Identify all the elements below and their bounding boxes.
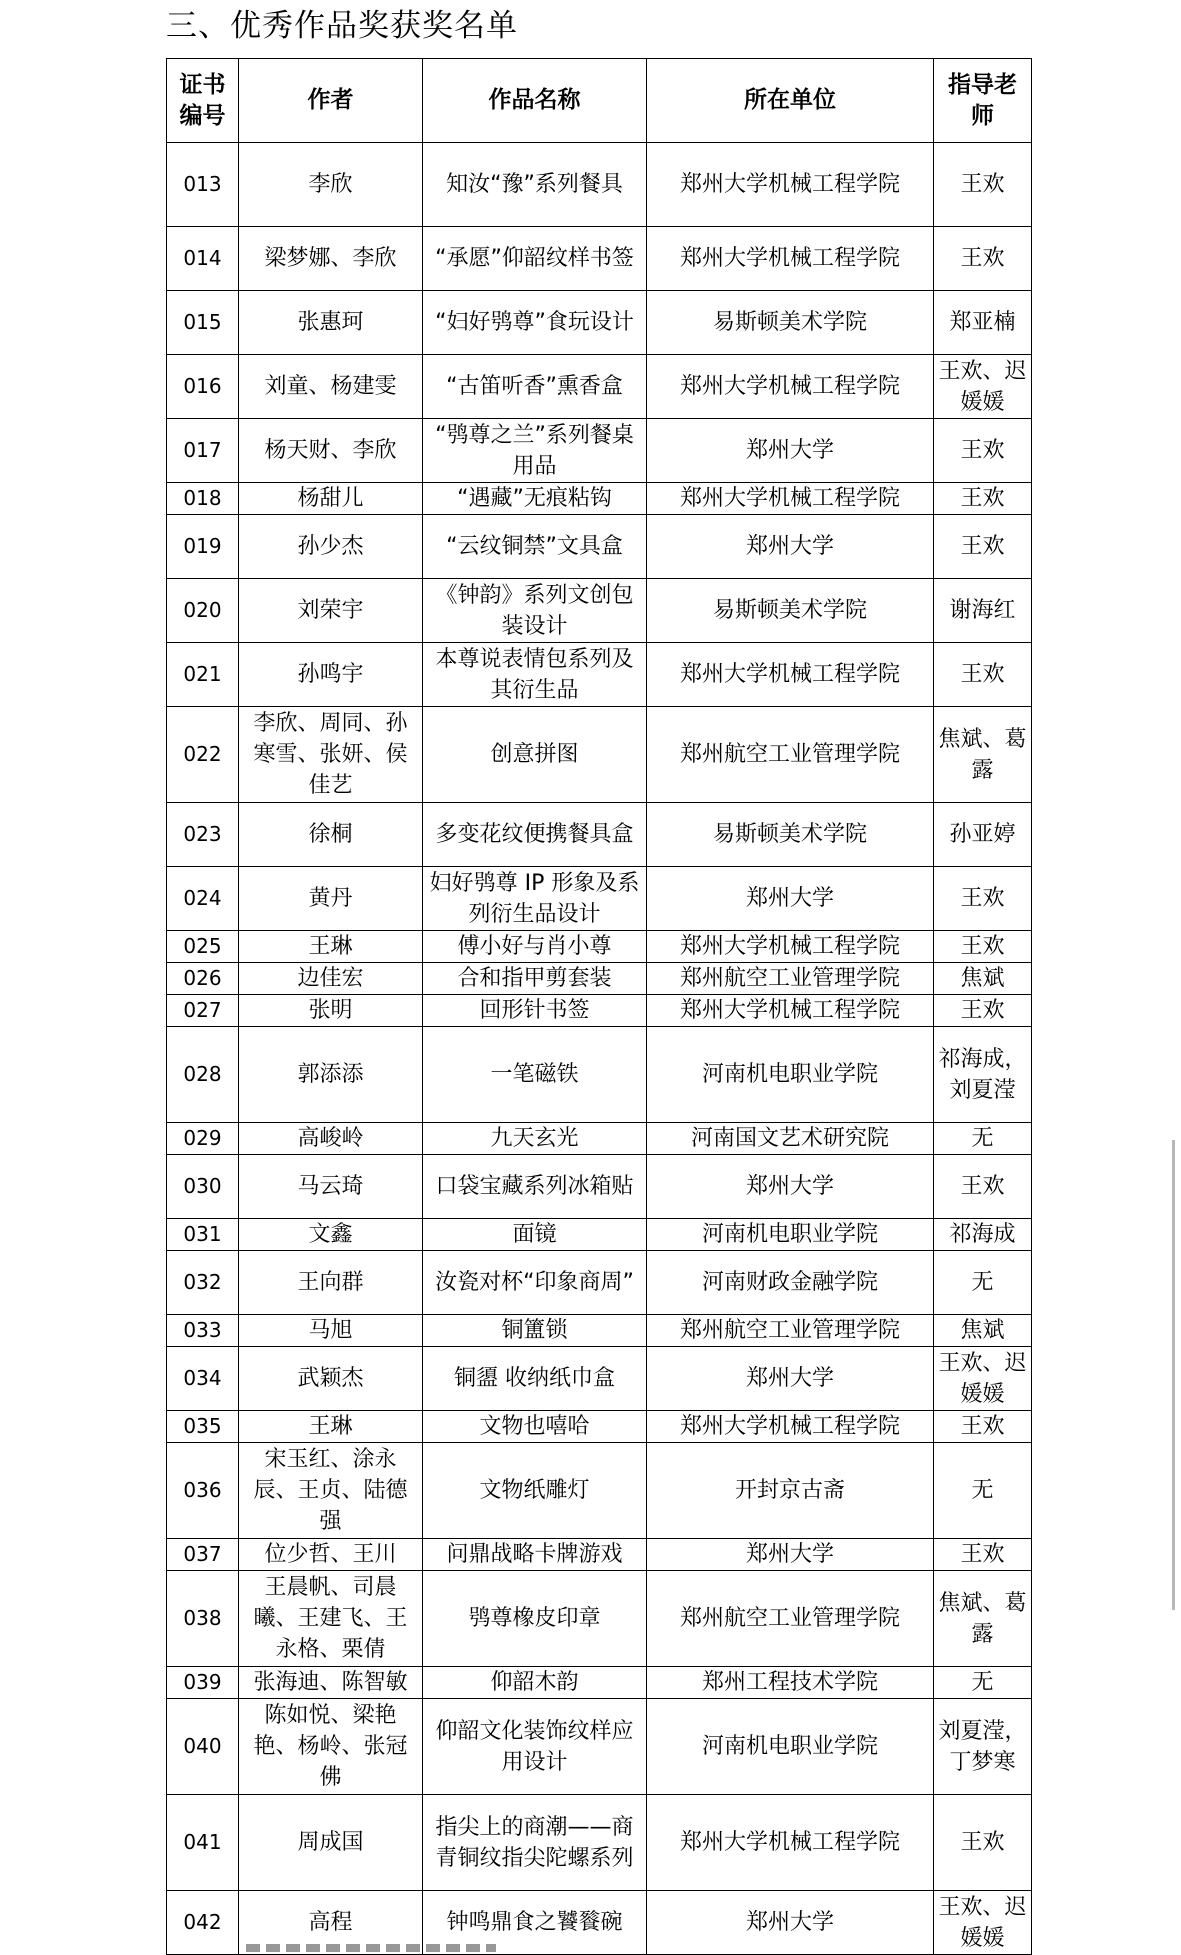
table-row	[167, 483, 1032, 515]
advisor-cell: 焦斌、葛露	[934, 1571, 1032, 1667]
work-title-cell: 知汝“豫”系列餐具	[423, 143, 647, 227]
advisor-cell: 王欢、迟媛媛	[934, 1891, 1032, 1955]
table-row	[167, 931, 1032, 963]
unit-cell: 郑州大学	[647, 1347, 934, 1411]
cert-id-cell: 022	[167, 707, 239, 803]
unit-cell: 郑州大学机械工程学院	[647, 995, 934, 1027]
work-title-cell: 《钟韵》系列文创包装设计	[423, 579, 647, 643]
author-cell: 郭添添	[239, 1027, 423, 1123]
table-row	[167, 1315, 1032, 1347]
advisor-cell: 王欢	[934, 227, 1032, 291]
table-row	[167, 515, 1032, 579]
unit-cell: 郑州大学机械工程学院	[647, 1795, 934, 1891]
table-row	[167, 803, 1032, 867]
author-cell: 李欣、周同、孙寒雪、张妍、侯佳艺	[239, 707, 423, 803]
advisor-cell: 焦斌	[934, 963, 1032, 995]
unit-cell: 河南国文艺术研究院	[647, 1123, 934, 1155]
author-cell: 黄丹	[239, 867, 423, 931]
work-title-cell: 本尊说表情包系列及其衍生品	[423, 643, 647, 707]
advisor-cell: 焦斌	[934, 1315, 1032, 1347]
work-title-cell: 九天玄光	[423, 1123, 647, 1155]
table-row	[167, 1251, 1032, 1315]
cert-id-cell: 017	[167, 419, 239, 483]
author-cell: 武颖杰	[239, 1347, 423, 1411]
cert-id-cell: 038	[167, 1571, 239, 1667]
advisor-cell: 王欢	[934, 1411, 1032, 1443]
header-author: 作者	[239, 59, 423, 143]
author-cell: 刘童、杨建雯	[239, 355, 423, 419]
author-cell: 王晨帆、司晨曦、王建飞、王永格、栗倩	[239, 1571, 423, 1667]
unit-cell: 郑州大学机械工程学院	[647, 143, 934, 227]
cert-id-cell: 042	[167, 1891, 239, 1955]
work-title-cell: “妇好鸮尊”食玩设计	[423, 291, 647, 355]
cert-id-cell: 020	[167, 579, 239, 643]
cert-id-cell: 041	[167, 1795, 239, 1891]
advisor-cell: 王欢、迟媛媛	[934, 355, 1032, 419]
cert-id-cell: 036	[167, 1443, 239, 1539]
advisor-cell: 王欢	[934, 931, 1032, 963]
author-cell: 王琳	[239, 1411, 423, 1443]
cert-id-cell: 035	[167, 1411, 239, 1443]
work-title-cell: “鸮尊之兰”系列餐桌用品	[423, 419, 647, 483]
unit-cell: 郑州大学	[647, 1891, 934, 1955]
author-cell: 刘荣宇	[239, 579, 423, 643]
author-cell: 高峻岭	[239, 1123, 423, 1155]
cert-id-cell: 039	[167, 1667, 239, 1699]
unit-cell: 郑州航空工业管理学院	[647, 1571, 934, 1667]
work-title-cell: 合和指甲剪套装	[423, 963, 647, 995]
advisor-cell: 无	[934, 1123, 1032, 1155]
advisor-cell: 王欢	[934, 867, 1032, 931]
unit-cell: 易斯顿美术学院	[647, 803, 934, 867]
unit-cell: 河南机电职业学院	[647, 1699, 934, 1795]
unit-cell: 郑州航空工业管理学院	[647, 963, 934, 995]
table-row	[167, 1795, 1032, 1891]
unit-cell: 郑州大学	[647, 867, 934, 931]
table-row	[167, 963, 1032, 995]
advisor-cell: 王欢	[934, 483, 1032, 515]
work-title-cell: “遇藏”无痕粘钩	[423, 483, 647, 515]
author-cell: 马云琦	[239, 1155, 423, 1219]
work-title-cell: 傅小好与肖小尊	[423, 931, 647, 963]
unit-cell: 郑州大学	[647, 1539, 934, 1571]
awards-table	[166, 58, 1032, 1955]
cert-id-cell: 032	[167, 1251, 239, 1315]
table-row	[167, 1027, 1032, 1123]
unit-cell: 开封京古斋	[647, 1443, 934, 1539]
cert-id-cell: 025	[167, 931, 239, 963]
unit-cell: 河南财政金融学院	[647, 1251, 934, 1315]
table-row	[167, 867, 1032, 931]
advisor-cell: 王欢	[934, 1795, 1032, 1891]
work-title-cell: 文物也嘻哈	[423, 1411, 647, 1443]
advisor-cell: 谢海红	[934, 579, 1032, 643]
header-unit: 所在单位	[647, 59, 934, 143]
unit-cell: 郑州大学机械工程学院	[647, 931, 934, 963]
work-title-cell: 仰韶木韵	[423, 1667, 647, 1699]
author-cell: 陈如悦、梁艳艳、杨岭、张冠佛	[239, 1699, 423, 1795]
author-cell: 宋玉红、涂永辰、王贞、陆德强	[239, 1443, 423, 1539]
table-row	[167, 579, 1032, 643]
author-cell: 边佳宏	[239, 963, 423, 995]
author-cell: 马旭	[239, 1315, 423, 1347]
work-title-cell: 汝瓷对杯“印象商周”	[423, 1251, 647, 1315]
table-row	[167, 291, 1032, 355]
author-cell: 徐桐	[239, 803, 423, 867]
advisor-cell: 王欢	[934, 419, 1032, 483]
work-title-cell: 指尖上的商潮——商青铜纹指尖陀螺系列	[423, 1795, 647, 1891]
cert-id-cell: 031	[167, 1219, 239, 1251]
cert-id-cell: 030	[167, 1155, 239, 1219]
table-row	[167, 1667, 1032, 1699]
author-cell: 李欣	[239, 143, 423, 227]
work-title-cell: 回形针书签	[423, 995, 647, 1027]
cert-id-cell: 024	[167, 867, 239, 931]
cert-id-cell: 015	[167, 291, 239, 355]
page-title: 三、优秀作品奖获奖名单	[166, 8, 518, 44]
table-row	[167, 1571, 1032, 1667]
advisor-cell: 无	[934, 1251, 1032, 1315]
work-title-cell: 多变花纹便携餐具盒	[423, 803, 647, 867]
advisor-cell: 焦斌、葛露	[934, 707, 1032, 803]
unit-cell: 郑州大学机械工程学院	[647, 227, 934, 291]
cert-id-cell: 040	[167, 1699, 239, 1795]
advisor-cell: 王欢、迟媛媛	[934, 1347, 1032, 1411]
author-cell: 孙鸣宇	[239, 643, 423, 707]
work-title-cell: “云纹铜禁”文具盒	[423, 515, 647, 579]
work-title-cell: “承愿”仰韶纹样书签	[423, 227, 647, 291]
work-title-cell: “古笛听香”熏香盒	[423, 355, 647, 419]
cert-id-cell: 023	[167, 803, 239, 867]
advisor-cell: 王欢	[934, 143, 1032, 227]
table-row	[167, 1443, 1032, 1539]
unit-cell: 郑州大学	[647, 419, 934, 483]
cert-id-cell: 019	[167, 515, 239, 579]
table-row	[167, 227, 1032, 291]
cert-id-cell: 026	[167, 963, 239, 995]
work-title-cell: 妇好鸮尊 IP 形象及系列衍生品设计	[423, 867, 647, 931]
advisor-cell: 王欢	[934, 643, 1032, 707]
unit-cell: 易斯顿美术学院	[647, 291, 934, 355]
unit-cell: 郑州大学机械工程学院	[647, 643, 934, 707]
author-cell: 张明	[239, 995, 423, 1027]
work-title-cell: 创意拼图	[423, 707, 647, 803]
author-cell: 王向群	[239, 1251, 423, 1315]
table-body	[167, 143, 1032, 1955]
cropped-footer-text	[166, 1942, 496, 1954]
unit-cell: 郑州大学机械工程学院	[647, 355, 934, 419]
advisor-cell: 无	[934, 1443, 1032, 1539]
author-cell: 孙少杰	[239, 515, 423, 579]
cert-id-cell: 029	[167, 1123, 239, 1155]
table-row	[167, 707, 1032, 803]
unit-cell: 郑州航空工业管理学院	[647, 707, 934, 803]
table-row	[167, 1347, 1032, 1411]
advisor-cell: 郑亚楠	[934, 291, 1032, 355]
header-cert-id: 证书编号	[167, 59, 239, 143]
table-row	[167, 995, 1032, 1027]
work-title-cell: 铜盨 收纳纸巾盒	[423, 1347, 647, 1411]
unit-cell: 易斯顿美术学院	[647, 579, 934, 643]
author-cell: 梁梦娜、李欣	[239, 227, 423, 291]
author-cell: 杨甜儿	[239, 483, 423, 515]
header-advisor: 指导老师	[934, 59, 1032, 143]
advisor-cell: 王欢	[934, 995, 1032, 1027]
table-row	[167, 1123, 1032, 1155]
author-cell: 位少哲、王川	[239, 1539, 423, 1571]
work-title-cell: 鸮尊橡皮印章	[423, 1571, 647, 1667]
table-row	[167, 1699, 1032, 1795]
advisor-cell: 王欢	[934, 515, 1032, 579]
unit-cell: 郑州大学	[647, 1155, 934, 1219]
table-row	[167, 355, 1032, 419]
cert-id-cell: 034	[167, 1347, 239, 1411]
table-row	[167, 143, 1032, 227]
advisor-cell: 刘夏滢，丁梦寒	[934, 1699, 1032, 1795]
table-row	[167, 1539, 1032, 1571]
table-row	[167, 1219, 1032, 1251]
unit-cell: 郑州大学机械工程学院	[647, 1411, 934, 1443]
table-row	[167, 1155, 1032, 1219]
unit-cell: 河南机电职业学院	[647, 1219, 934, 1251]
unit-cell: 郑州大学	[647, 515, 934, 579]
work-title-cell: 铜簠锁	[423, 1315, 647, 1347]
work-title-cell: 仰韶文化装饰纹样应用设计	[423, 1699, 647, 1795]
advisor-cell: 祁海成，刘夏滢	[934, 1027, 1032, 1123]
work-title-cell: 问鼎战略卡牌游戏	[423, 1539, 647, 1571]
advisor-cell: 孙亚婷	[934, 803, 1032, 867]
cert-id-cell: 021	[167, 643, 239, 707]
advisor-cell: 王欢	[934, 1539, 1032, 1571]
header-work-title: 作品名称	[423, 59, 647, 143]
author-cell: 王琳	[239, 931, 423, 963]
work-title-cell: 文物纸雕灯	[423, 1443, 647, 1539]
unit-cell: 河南机电职业学院	[647, 1027, 934, 1123]
author-cell: 高程	[239, 1891, 423, 1955]
advisor-cell: 无	[934, 1667, 1032, 1699]
table-row	[167, 643, 1032, 707]
author-cell: 杨天财、李欣	[239, 419, 423, 483]
cert-id-cell: 016	[167, 355, 239, 419]
cert-id-cell: 028	[167, 1027, 239, 1123]
table-row	[167, 1411, 1032, 1443]
unit-cell: 郑州大学机械工程学院	[647, 483, 934, 515]
page-edge-rule	[1172, 1140, 1175, 1610]
advisor-cell: 祁海成	[934, 1219, 1032, 1251]
author-cell: 张海迪、陈智敏	[239, 1667, 423, 1699]
table-header-row	[167, 59, 1032, 143]
author-cell: 张惠珂	[239, 291, 423, 355]
unit-cell: 郑州工程技术学院	[647, 1667, 934, 1699]
work-title-cell: 一笔磁铁	[423, 1027, 647, 1123]
advisor-cell: 王欢	[934, 1155, 1032, 1219]
cert-id-cell: 037	[167, 1539, 239, 1571]
cert-id-cell: 027	[167, 995, 239, 1027]
work-title-cell: 钟鸣鼎食之饕餮碗	[423, 1891, 647, 1955]
author-cell: 文鑫	[239, 1219, 423, 1251]
cert-id-cell: 033	[167, 1315, 239, 1347]
work-title-cell: 面镜	[423, 1219, 647, 1251]
work-title-cell: 口袋宝藏系列冰箱贴	[423, 1155, 647, 1219]
cert-id-cell: 013	[167, 143, 239, 227]
unit-cell: 郑州航空工业管理学院	[647, 1315, 934, 1347]
cert-id-cell: 018	[167, 483, 239, 515]
table-row	[167, 419, 1032, 483]
cert-id-cell: 014	[167, 227, 239, 291]
author-cell: 周成国	[239, 1795, 423, 1891]
